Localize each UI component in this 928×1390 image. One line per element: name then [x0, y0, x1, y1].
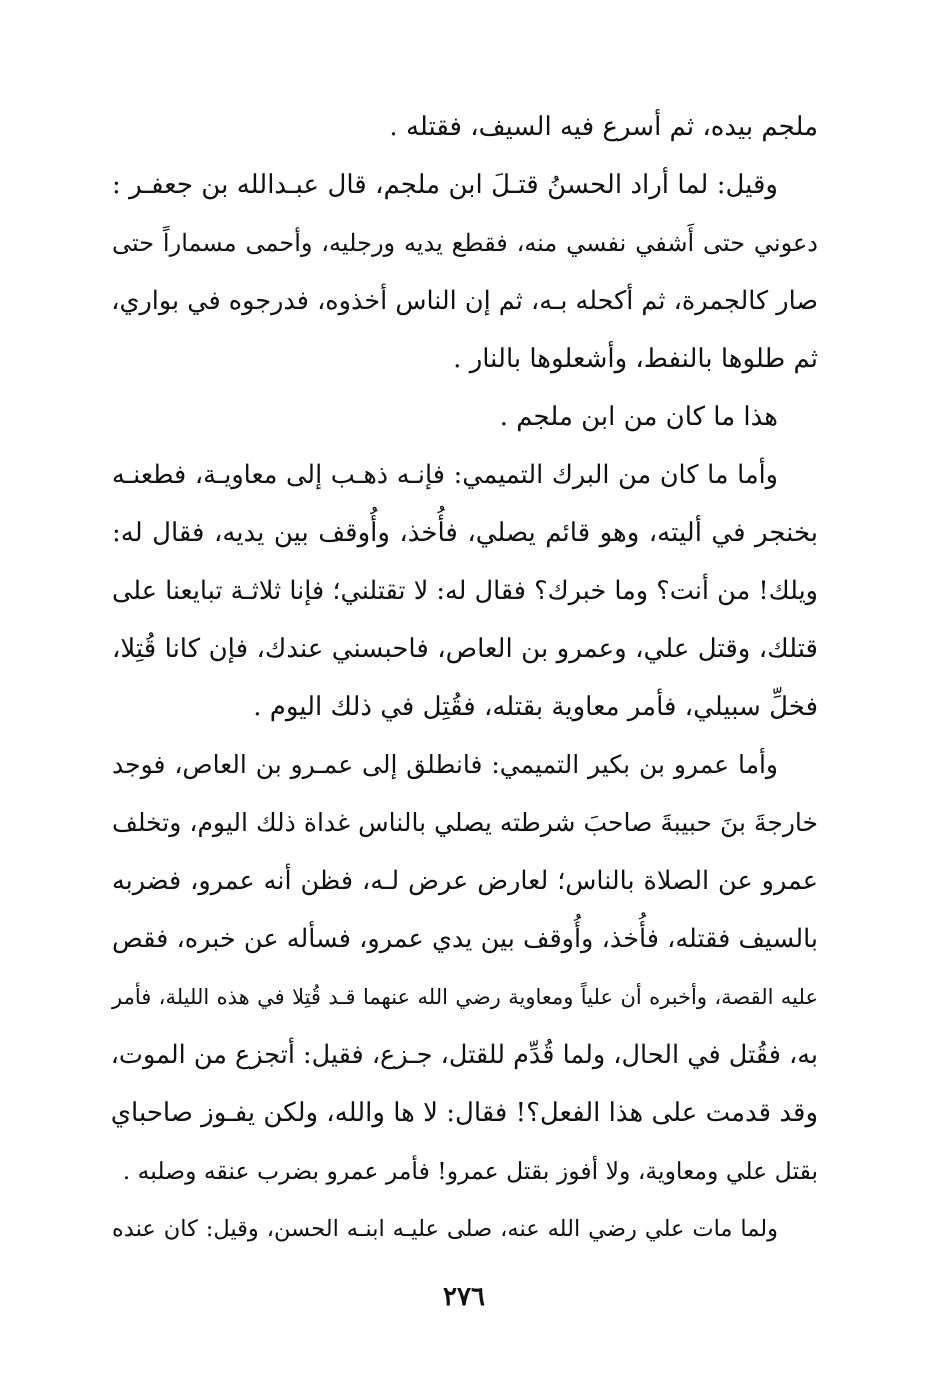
text-line-6: هذا ما كان من ابن ملجم .	[499, 402, 778, 432]
text-line-15: بالسيف فقتله، فأُخذ، وأُوقف بين يدي عمرو، فسأله عن خبره، فقص	[112, 924, 818, 954]
text-line-7: وأما ما كان من البرك التميمي: فإنـه ذهـب إلى معاويـة، فطعنـه	[112, 460, 778, 490]
text-line-9: ويلك! من أنت؟ وما خبرك؟ فقال له: لا تقتلني؛ فإنا ثلاثـة تبايعنا على	[112, 576, 818, 606]
text-line-12: وأما عمرو بن بكير التميمي: فانطلق إلى عمـرو بن العاص، فوجد	[112, 750, 778, 779]
text-line-4: صار كالجمرة، ثم أكحله بـه، ثم إن الناس أخذوه، فدرجوه في بواري،	[111, 286, 818, 316]
text-line-1: ملجم بيده، ثم أسرع فيه السيف، فقتله .	[389, 112, 818, 142]
text-line-11: فخلِّ سبيلي، فأمر معاوية بقتله، فقُتِل في ذلك اليوم .	[253, 692, 818, 722]
text-line-10: قتلك، وقتل علي، وعمرو بن العاص، فاحبسني عندك، فإن كانا قُتِلا،	[112, 634, 818, 664]
text-line-3: دعوني حتى أَشفي نفسي منه، فقطع يديه ورجليه، وأحمى مسماراً حتى	[112, 229, 818, 257]
text-line-14: عمرو عن الصلاة بالناس؛ لعارض عرض لـه، فظن أنه عمرو، فضربه	[112, 866, 818, 896]
page-number: ٢٧٦	[443, 1282, 485, 1312]
text-line-19: بقتل علي ومعاوية، ولا أفوز بقتل عمرو! فأمر عمرو بضرب عنقه وصلبه .	[122, 1157, 818, 1185]
text-line-20: ولما مات علي رضي الله عنه، صلى عليـه ابنـه الحسن، وقيل: كان عنده	[112, 1216, 778, 1242]
text-line-18: وقد قدمت على هذا الفعل؟! فقال: لا ها والله، ولكن يفـوز صاحباي	[110, 1098, 818, 1128]
text-line-8: بخنجر في أليته، وهو قائم يصلي، فأُخذ، وأُوقف بين يديه، فقال له:	[112, 518, 818, 548]
text-line-16: عليه القصة، وأخبره أن علياً ومعاوية رضي الله عنهما قـد قُتِلا في هذه الليلة، فأمر	[112, 985, 818, 1009]
book-page-text	[112, 98, 818, 1258]
text-line-2: وقيل: لما أراد الحسنُ قتـلَ ابن ملجم، قال عبـدالله بن جعفـر :	[112, 170, 778, 200]
text-line-13: خارجةَ بنَ حبيبةَ صاحبَ شرطته يصلي بالناس غداة ذلك اليوم، وتخلف	[112, 808, 818, 837]
text-line-17: به، فقُتل في الحال، ولما قُدِّم للقتل، جـزع، فقيل: أتجزع من الموت،	[110, 1040, 818, 1070]
text-line-5: ثم طلوها بالنفط، وأشعلوها بالنار .	[453, 344, 818, 374]
